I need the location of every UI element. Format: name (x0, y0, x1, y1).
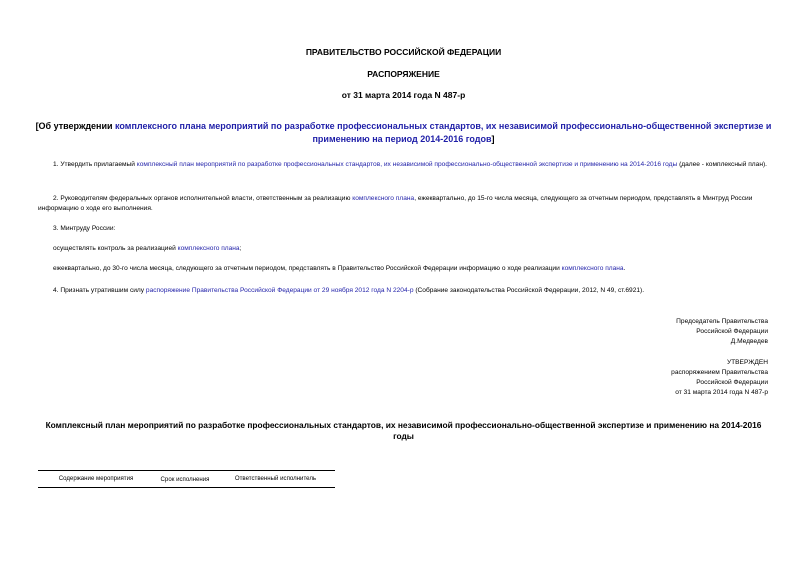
paragraph-3a-text: осуществлять контроль за реализацией (53, 245, 178, 252)
signature-block (676, 317, 768, 347)
signature-name: Д.Медведев (730, 338, 768, 345)
plan-link[interactable]: комплексного плана (352, 195, 415, 202)
plan-link[interactable]: комплексный план мероприятий по разработке профессиональных стандартов, их независимой профессионально-общественной экспертизе и применению на 2014-2016 годы (136, 161, 678, 168)
table-top-rule (38, 470, 335, 471)
paragraph-3: 3. Минтруду России: (53, 225, 116, 232)
paragraph-3b-tail: . (623, 265, 626, 272)
signature-position: Председатель Правительства (676, 318, 768, 325)
plan-link[interactable]: комплексного плана (561, 265, 624, 272)
paragraph-1-text: 1. Утвердить прилагаемый (53, 161, 137, 168)
repealed-order-link[interactable]: распоряжение Правительства Российской Федерации от 29 ноября 2012 года N 2204-р (145, 287, 414, 294)
paragraph-2 (38, 194, 770, 214)
column-header-deadline: Срок исполнения (160, 476, 210, 483)
column-header-responsible: Ответственный исполнитель (234, 475, 317, 482)
paragraph-4-tail: (Собрание законодательства Российской Федерации, 2012, N 49, ст.6921). (413, 287, 645, 294)
approved-by: распоряжением Правительства (671, 369, 768, 376)
table-header-row (38, 475, 335, 484)
paragraph-2-text: 2. Руководителям федеральных органов исполнительной власти, ответственным за реализацию (53, 195, 353, 202)
government-heading: ПРАВИТЕЛЬСТВО РОССИЙСКОЙ ФЕДЕРАЦИИ (305, 47, 502, 57)
paragraph-4 (38, 286, 770, 296)
plan-title: Комплексный план мероприятий по разработке профессиональных стандартов, их независимой профессионально-общественной экспертизе и применению на 2014-2016 годы (45, 420, 762, 441)
title-link[interactable]: комплексного плана мероприятий по разработке профессиональных стандартов, их независимой профессионально-общественной экспертизе и применению на период 2014-2016 годов (115, 121, 772, 144)
approved-label: УТВЕРЖДЕН (726, 359, 768, 366)
approved-date: от 31 марта 2014 года N 487-р (675, 389, 768, 396)
approval-block (671, 358, 768, 398)
paragraph-2-tail: , ежеквартально, до 15-го числа месяца, следующего за отчетным периодом, представлять в Минтруд России информацию о ходе его выполнения. (38, 195, 753, 212)
paragraph-3b-text: ежеквартально, до 30-го числа месяца, следующего за отчетным периодом, представлять в Правительство Российской Федерации информацию о ходе реализации (53, 265, 562, 272)
document-date: от 31 марта 2014 года N 487-р (341, 90, 466, 100)
paragraph-1-tail: (далее - комплексный план). (677, 161, 767, 168)
paragraph-1 (38, 160, 770, 170)
signature-country: Российской Федерации (696, 328, 768, 335)
document-title (30, 120, 777, 146)
document-type: РАСПОРЯЖЕНИЕ (367, 69, 440, 79)
paragraph-3a-tail: ; (239, 245, 242, 252)
plan-link[interactable]: комплексного плана (177, 245, 240, 252)
column-header-content: Содержание мероприятия (58, 475, 134, 482)
title-close: ] (491, 134, 495, 144)
paragraph-3b (38, 264, 770, 274)
approved-country: Российской Федерации (696, 379, 768, 386)
table-bottom-rule (38, 487, 335, 488)
title-open: [Об утверждении (35, 121, 116, 131)
paragraph-3a (38, 244, 770, 254)
paragraph-4-text: 4. Признать утратившим силу (53, 287, 146, 294)
plan-table (38, 470, 335, 488)
